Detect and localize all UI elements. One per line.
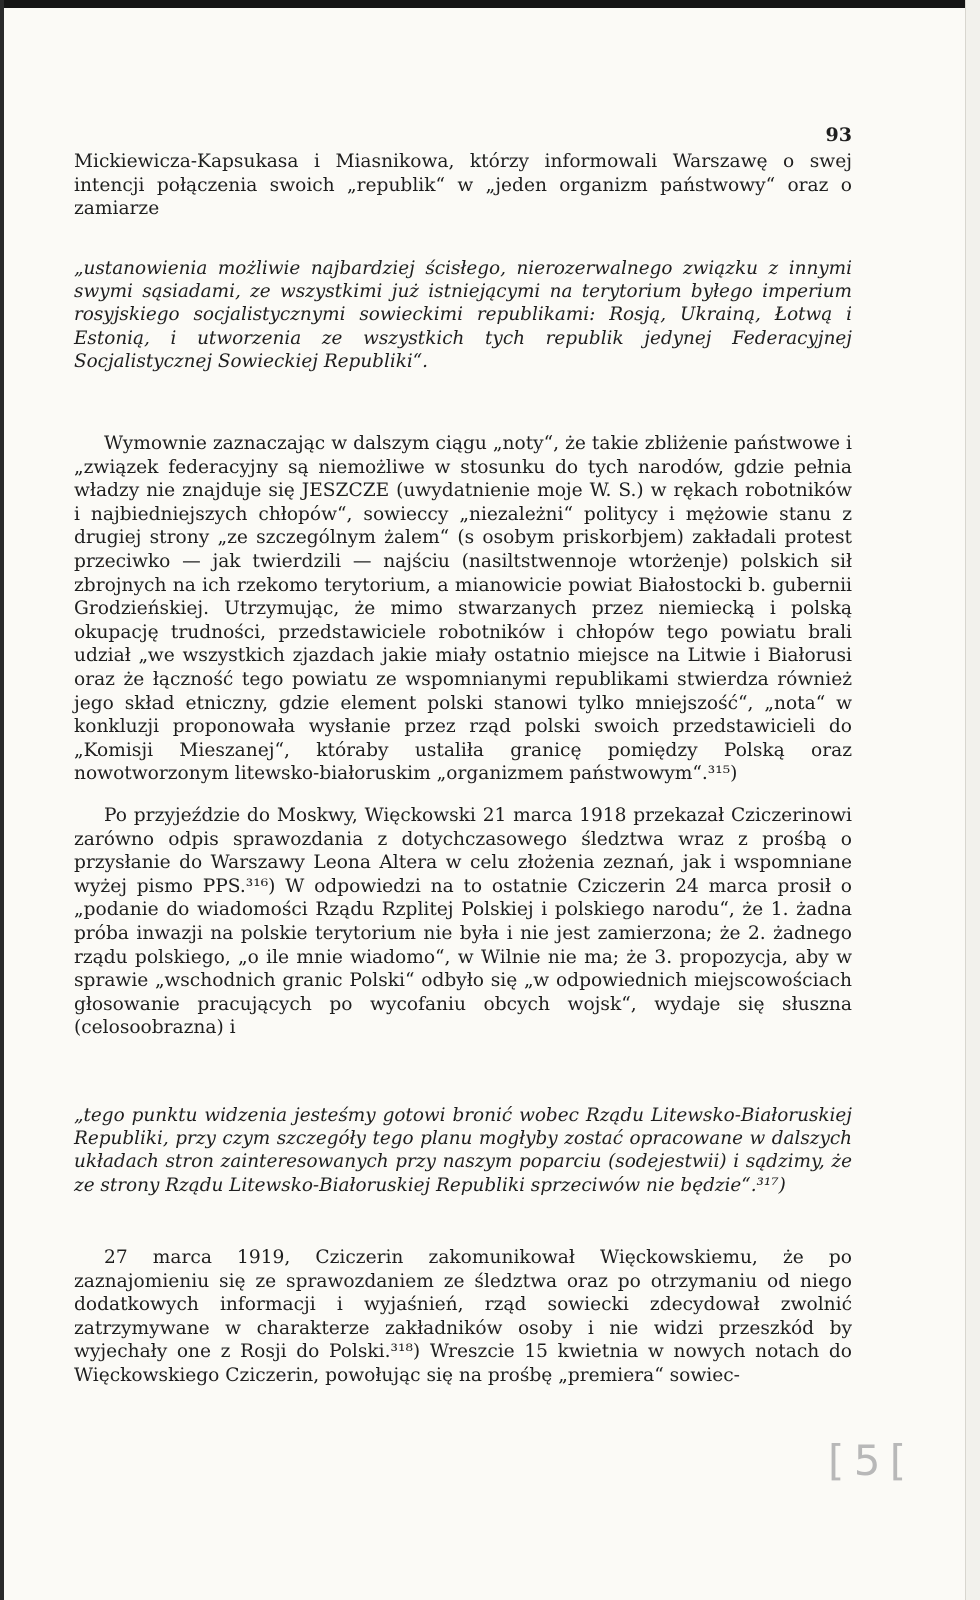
block-2 [74,257,852,373]
pencil-margin-mark: [ 5 [ [828,1436,905,1485]
block-4 [74,804,852,1040]
block-5 [74,1104,852,1197]
block-1 [74,150,852,221]
block-quote: „tego punktu widzenia jesteśmy gotowi bronić wobec Rządu Litewsko-Białoruskiej Republiki, przy czym szczegóły tego planu mogłyby zostać opracowane w dalszych układach stron zainteresowanych przy naszym poparciu (sodejestwii) i sądzimy, że ze strony Rządu Litewsko-Białoruskiej Republiki sprzeciwów nie będzie“.³¹⁷) [74,1105,852,1196]
paragraph: Mickiewicza-Kapsukasa i Miasnikowa, którzy informowali Warszawę o swej intencji połączenia swoich „republik“ w „jeden organizm państwowy“ oraz o zamiarze [74,151,852,220]
scan-left-border [0,0,4,1600]
block-quote: „ustanowienia możliwie najbardziej ścisłego, nierozerwalnego związku z innymi swymi sąsiadami, ze wszystkimi już istniejącymi na terytorium byłego imperium rosyjskiego socjalistycznymi sowieckimi republikami: Rosją, Ukrainą, Łotwą i Estonią, i utworzenia ze wszystkich tych republik jedynej Federacyjnej Socjalistycznej Sowieckiej Republiki“. [74,258,852,372]
scan-right-border [965,0,980,1600]
paragraph: 27 marca 1919, Cziczerin zakomunikował Więckowskiemu, że po zaznajomieniu się ze sprawozdaniem ze śledztwa oraz po otrzymaniu od niego dodatkowych informacji i wyjaśnień, rząd sowiecki zdecydował zwolnić zatrzymywane w charakterze zakładników osoby i nie widzi przeszkód by wyjechały one z Rosji do Polski.³¹⁸) Wreszcie 15 kwietnia w nowych notach do Więckowskiego Cziczerin, powołując się na prośbę „premiera“ sowiec- [74,1247,852,1386]
block-6 [74,1246,852,1388]
block-3 [74,432,852,786]
paragraph: Po przyjeździe do Moskwy, Więckowski 21 marca 1918 przekazał Cziczerinowi zarówno odpis sprawozdania z dotychczasowego śledztwa wraz z prośbą o przysłanie do Warszawy Leona Altera w celu złożenia zeznań, jak i wspomniane wyżej pismo PPS.³¹⁶) W odpowiedzi na to ostatnie Cziczerin 24 marca prosił o „podanie do wiadomości Rządu Rzplitej Polskiej i polskiego narodu“, że 1. żadna próba inwazji na polskie terytorium nie była i nie jest zamierzona; że 2. żadnego rządu polskiego, „o ile mnie wiadomo“, w Wilnie nie ma; że 3. propozycja, aby w sprawie „wschodnich granic Polski“ odbyło się „w odpowiednich miejscowościach głosowanie pracujących po wycofaniu obcych wojsk“, wydaje się słuszna (celosoobrazna) i [74,805,852,1039]
paragraph: Wymownie zaznaczając w dalszym ciągu „noty“, że takie zbliżenie państwowe i „związek federacyjny są niemożliwe w stosunku do tych narodów, gdzie pełnia władzy nie znajduje się JESZCZE (uwydatnienie moje W. S.) w rękach robotników i najbiedniejszych chłopów“, sowieccy „niezależni“ politycy i mężowie stanu z drugiej strony „ze szczególnym żalem“ (s osobym priskorbjem) zakładali protest przeciwko — jak twierdzili — najściu (nasiltstwennoje wtorżenje) polskich sił zbrojnych na ich rzekomo terytorium, a mianowicie powiat Białostocki b. gubernii Grodzieńskiej. Utrzymując, że mimo stwarzanych przez niemiecką i polską okupację trudności, przedstawiciele robotników i chłopów tego powiatu brali udział „we wszystkich zjazdach jakie miały ostatnio miejsce na Litwie i Białorusi oraz że łączność tego powiatu ze wspomnianymi republikami stwierdza również jego skład etniczny, gdzie element polski stanowi tylko mniejszość“, „nota“ w konkluzji proponowała wysłanie przez rząd polski swoich przedstawicieli do „Komisji Mieszanej“, któraby ustaliła granicę pomiędzy Polską oraz nowotworzonym litewsko-białoruskim „organizmem państwowym“.³¹⁵) [74,433,852,785]
page-number: 93 [825,124,852,146]
scan-top-border [0,0,980,8]
